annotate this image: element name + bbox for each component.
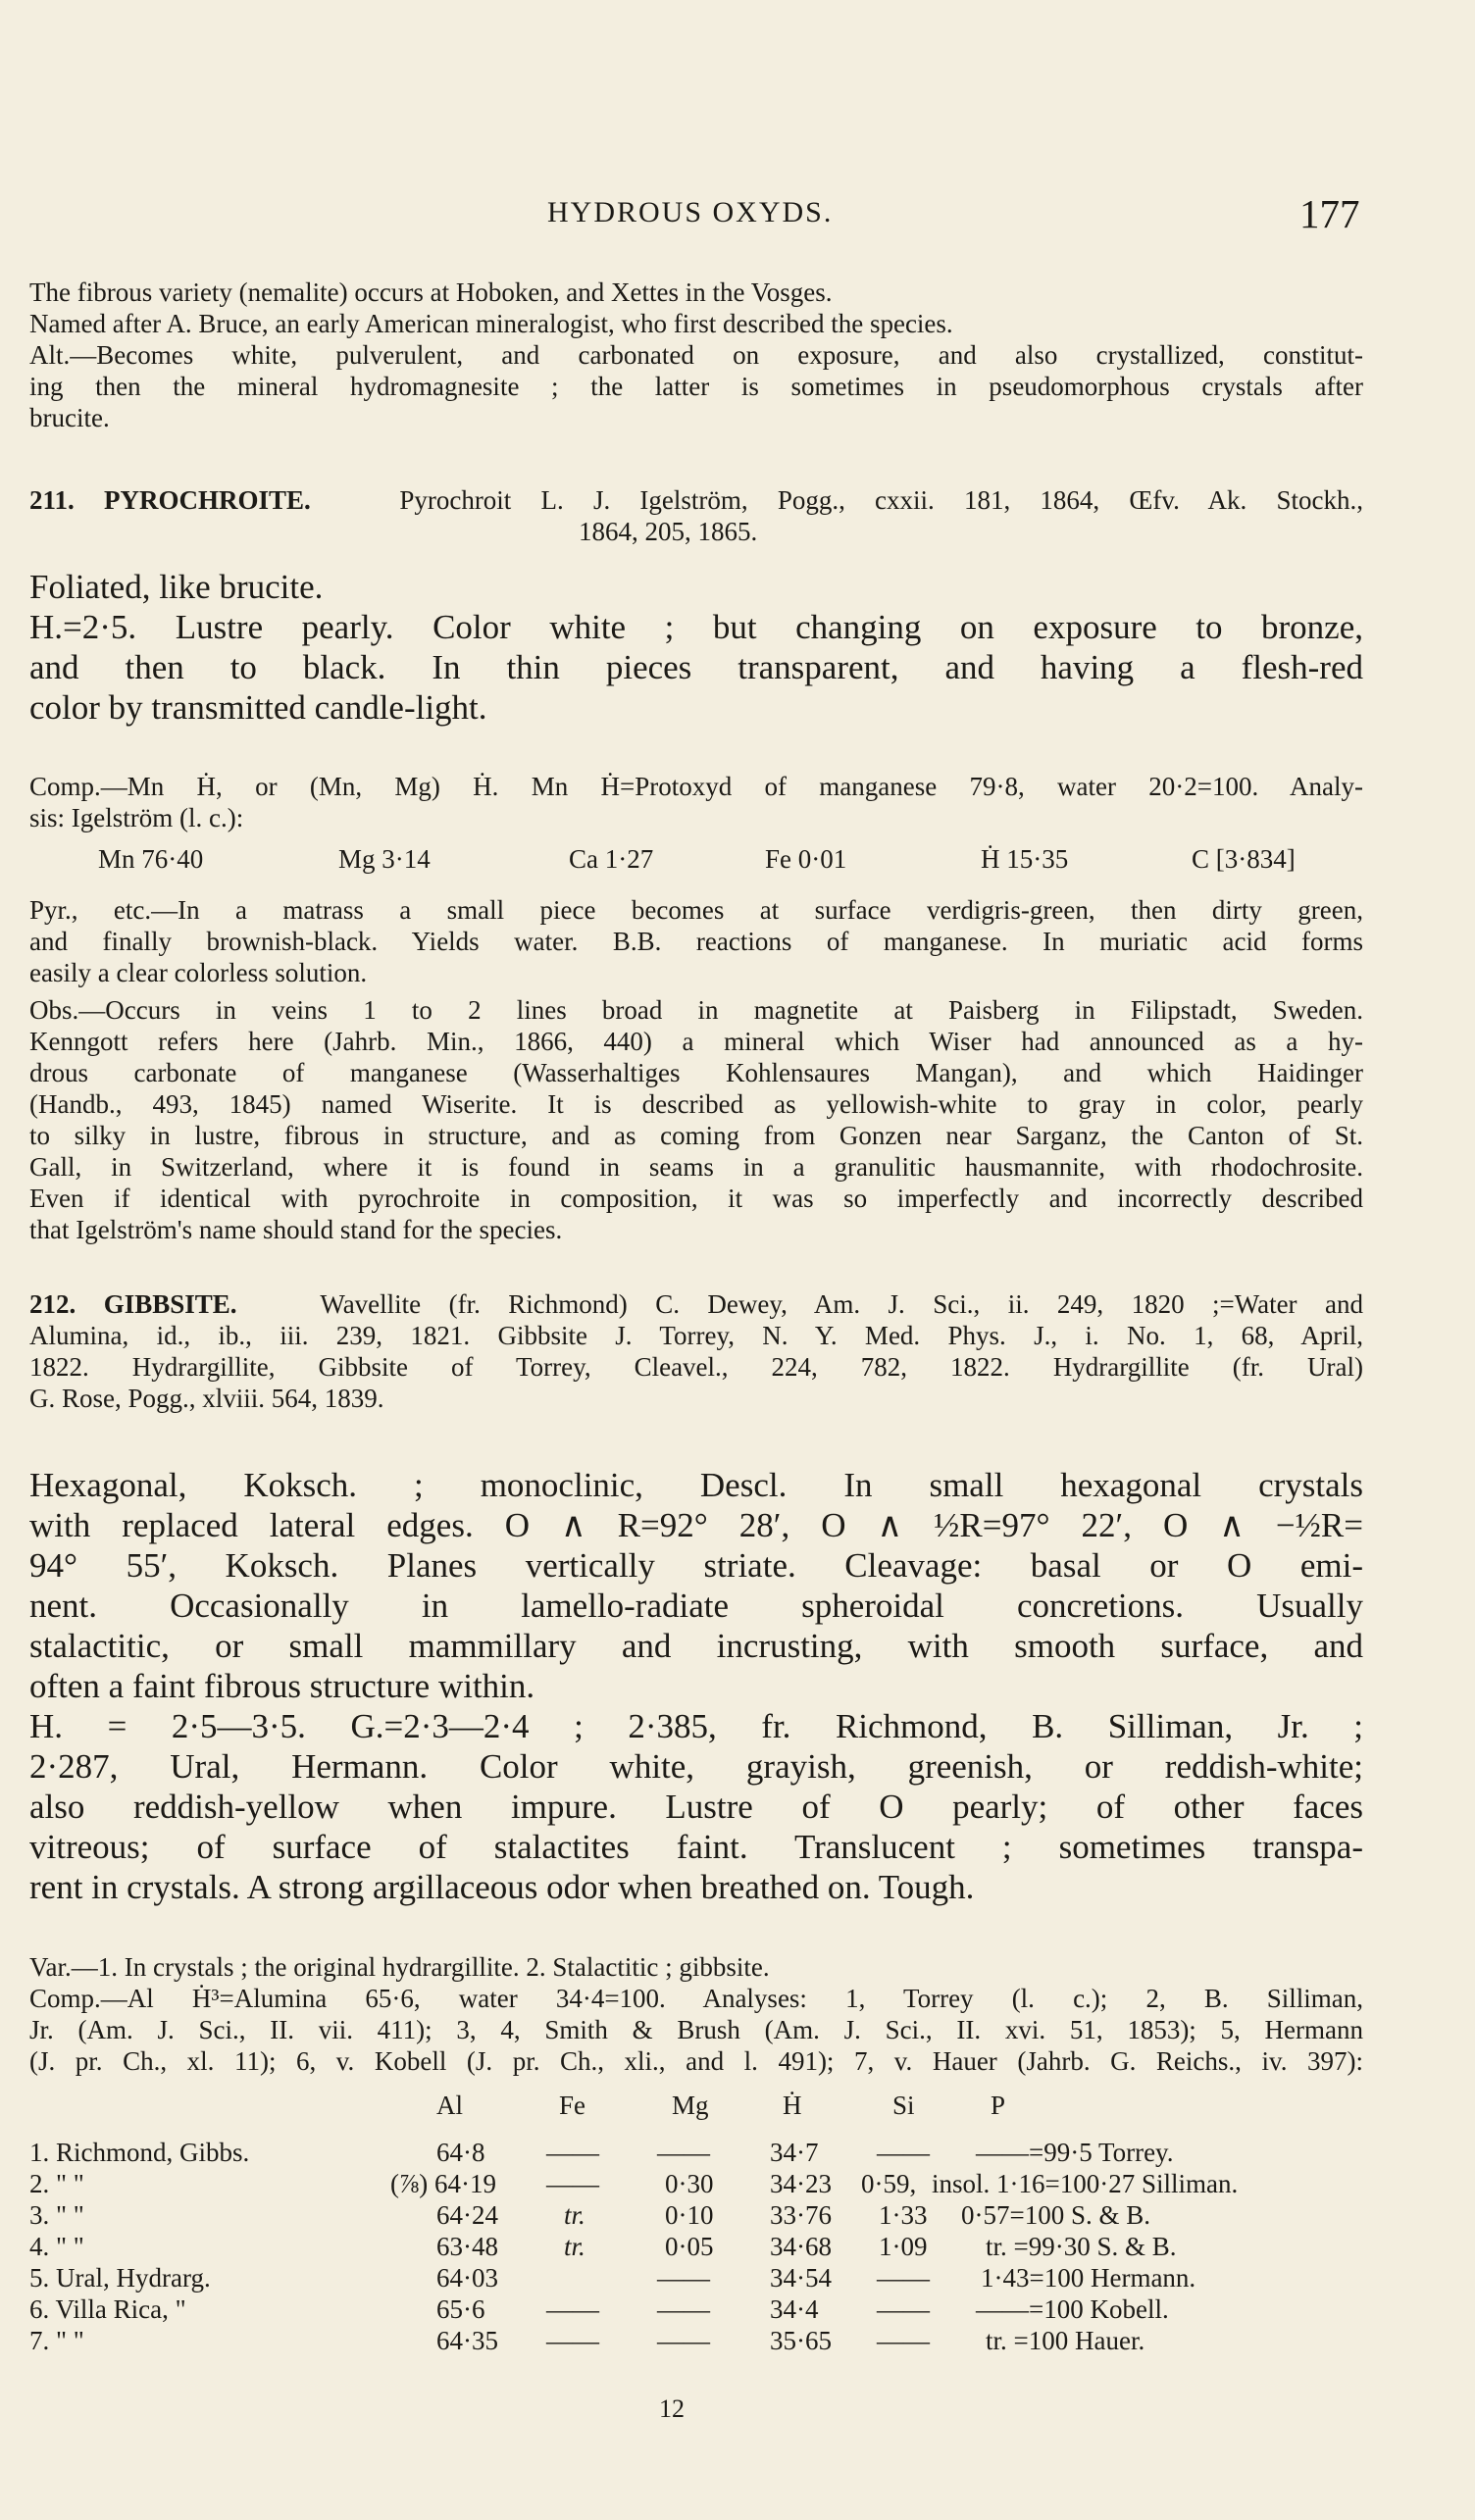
synonymy-line: 1822. Hydrargillite, Gibbsite of Torrey, Cleavel., 224, 782, 1822. Hydrargillite (fr. Ural)	[29, 1352, 1363, 1382]
table-cell: ——	[546, 2294, 599, 2324]
text-line: stalactitic, or small mammillary and incrusting, with smooth surface, and	[29, 1627, 1363, 1665]
table-cell: ——	[546, 2326, 599, 2355]
table-cell: 0·05	[665, 2232, 714, 2261]
table-cell: 0·10	[665, 2200, 714, 2230]
table-cell: 34·4	[770, 2294, 819, 2324]
text-line: nent. Occasionally in lamello-radiate spheroidal concretions. Usually	[29, 1587, 1363, 1625]
table-cell: 65·6	[436, 2294, 485, 2324]
text-line: 94° 55′, Koksch. Planes vertically striate. Cleavage: basal or O emi-	[29, 1546, 1363, 1585]
analysis-value: Ḣ 15·35	[981, 844, 1069, 874]
text-line: 2·287, Ural, Hermann. Color white, grayish, greenish, or reddish-white;	[29, 1747, 1363, 1786]
signature-mark: 12	[659, 2394, 685, 2423]
table-cell: 64·8	[436, 2138, 485, 2167]
table-cell: 34·7	[770, 2138, 819, 2167]
synonymy-line: 1864, 205, 1865.	[579, 517, 758, 546]
table-cell: 2. " "	[29, 2169, 84, 2198]
species-heading: 211. PYROCHROITE.	[29, 485, 311, 515]
table-header: P	[991, 2091, 1006, 2120]
synonymy-line: Alumina, id., ib., iii. 239, 1821. Gibbsite J. Torrey, N. Y. Med. Phys. J., i. No. 1, 68, April,	[29, 1321, 1363, 1350]
text-line: also reddish-yellow when impure. Lustre of O pearly; of other faces	[29, 1788, 1363, 1826]
table-cell: ——	[546, 2138, 599, 2167]
table-cell: 4. " "	[29, 2232, 84, 2261]
text-line: brucite.	[29, 403, 110, 432]
gibbsite-description	[29, 1465, 1363, 1907]
pyrochroite-obs	[29, 994, 1363, 1245]
table-cell: 64·24	[436, 2200, 498, 2230]
text-line: drous carbonate of manganese (Wasserhaltiges Kohlensaures Mangan), and which Haidinger	[29, 1058, 1363, 1087]
table-cell: 3. " "	[29, 2200, 84, 2230]
table-cell: tr.	[564, 2232, 585, 2261]
text-line: (J. pr. Ch., xl. 11); 6, v. Kobell (J. pr. Ch., xli., and l. 491); 7, v. Hauer (Jahrb. G. Reichs., iv. 397):	[29, 2046, 1363, 2076]
text-line: Var.—1. In crystals ; the original hydrargillite. 2. Stalactitic ; gibbsite.	[29, 1952, 770, 1982]
table-cell: ——=99·5 Torrey.	[976, 2138, 1174, 2167]
table-cell: 34·54	[770, 2263, 832, 2293]
table-header: Si	[892, 2091, 915, 2120]
intro-paragraph	[29, 277, 1363, 433]
table-cell: ——	[877, 2294, 930, 2324]
text-line: vitreous; of surface of stalactites faint. Translucent ; sometimes transpa-	[29, 1828, 1363, 1866]
table-cell: insol. 1·16=100·27 Silliman.	[932, 2169, 1239, 2198]
text-line: rent in crystals. A strong argillaceous odor when breathed on. Tough.	[29, 1868, 975, 1906]
analysis-value: Mg 3·14	[338, 844, 431, 874]
table-cell: ——	[877, 2138, 930, 2167]
text-line: H. = 2·5—3·5. G.=2·3—2·4 ; 2·385, fr. Richmond, B. Silliman, Jr. ;	[29, 1707, 1363, 1745]
table-cell: 5. Ural, Hydrarg.	[29, 2263, 211, 2293]
table-header: Fe	[559, 2091, 585, 2120]
table-cell: tr. =99·30 S. & B.	[986, 2232, 1177, 2261]
species-heading: 212. GIBBSITE.	[29, 1289, 237, 1319]
text-line: (Handb., 493, 1845) named Wiserite. It is described as yellowish-white to gray in color, pearly	[29, 1089, 1363, 1119]
table-cell: 0·57=100 S. & B.	[961, 2200, 1150, 2230]
table-cell: ——	[546, 2169, 599, 2198]
text-line: Named after A. Bruce, an early American mineralogist, who first described the species.	[29, 309, 953, 338]
text-line: color by transmitted candle-light.	[29, 688, 487, 727]
text-line: easily a clear colorless solution.	[29, 958, 368, 987]
text-line: Comp.—Al Ḣ³=Alumina 65·6, water 34·4=100. Analyses: 1, Torrey (l. c.); 2, B. Silliman,	[29, 1984, 1363, 2013]
analysis-value: Fe 0·01	[765, 844, 847, 874]
table-header: Al	[436, 2091, 463, 2120]
analysis-value: Mn 76·40	[98, 844, 204, 874]
table-cell: 1. Richmond, Gibbs.	[29, 2138, 250, 2167]
table-cell: tr. =100 Hauer.	[986, 2326, 1145, 2355]
table-cell: 6. Villa Rica, "	[29, 2294, 186, 2324]
table-cell: 33·76	[770, 2200, 832, 2230]
table-cell: 7. " "	[29, 2326, 84, 2355]
table-cell: 34·68	[770, 2232, 832, 2261]
table-cell: 35·65	[770, 2326, 832, 2355]
table-header: Mg	[672, 2091, 709, 2120]
table-cell: 1·43=100 Hermann.	[981, 2263, 1196, 2293]
text-line: often a faint fibrous structure within.	[29, 1667, 535, 1705]
table-cell: tr.	[564, 2200, 585, 2230]
table-cell: 1·09	[879, 2232, 928, 2261]
table-cell: ——	[877, 2263, 930, 2293]
synonymy-line: Wavellite (fr. Richmond) C. Dewey, Am. J. Sci., ii. 249, 1820 ;=Water and	[320, 1289, 1363, 1319]
text-line: Alt.—Becomes white, pulverulent, and carbonated on exposure, and also crystallized, constitut-	[29, 340, 1363, 370]
table-cell: ——	[657, 2326, 710, 2355]
table-header: Ḣ	[783, 2091, 802, 2120]
text-line: sis: Igelström (l. c.):	[29, 803, 244, 832]
text-line: ing then the mineral hydromagnesite ; the latter is sometimes in pseudomorphous crystals after	[29, 372, 1363, 401]
text-line: Jr. (Am. J. Sci., II. vii. 411); 3, 4, Smith & Brush (Am. J. Sci., II. xvi. 51, 1853); 5, Hermann	[29, 2015, 1363, 2044]
text-line: Foliated, like brucite.	[29, 568, 324, 606]
table-cell: 34·23	[770, 2169, 832, 2198]
text-line: Even if identical with pyrochroite in composition, it was so imperfectly and incorrectly described	[29, 1184, 1363, 1213]
table-cell: ——	[657, 2294, 710, 2324]
table-cell: 63·48	[436, 2232, 498, 2261]
table-cell: 0·59,	[861, 2169, 917, 2198]
table-cell: ——	[877, 2326, 930, 2355]
table-cell: 64·35	[436, 2326, 498, 2355]
pyrochroite-description	[29, 567, 1363, 728]
gibbsite-var-comp	[29, 1951, 1363, 2077]
text-line: to silky in lustre, fibrous in structure, and as coming from Gonzen near Sarganz, the Canton of St.	[29, 1121, 1363, 1150]
pyrochroite-pyr	[29, 894, 1363, 988]
table-cell: 0·30	[665, 2169, 714, 2198]
pyrochroite-comp	[29, 771, 1363, 833]
page-number: 177	[1299, 191, 1360, 236]
table-cell: ——=100 Kobell.	[976, 2294, 1169, 2324]
text-line: Hexagonal, Koksch. ; monoclinic, Descl. In small hexagonal crystals	[29, 1466, 1363, 1504]
pyrochroite-heading-block	[29, 484, 1363, 547]
analysis-value: C [3·834]	[1192, 844, 1296, 874]
table-cell: 64·03	[436, 2263, 498, 2293]
gibbsite-heading-block	[29, 1288, 1363, 1414]
text-line: Gall, in Switzerland, where it is found in seams in a granulitic hausmannite, with rhodochrosite.	[29, 1152, 1363, 1182]
running-header: HYDROUS OXYDS.	[547, 196, 834, 228]
text-line: that Igelström's name should stand for the species.	[29, 1215, 563, 1244]
text-line: Pyr., etc.—In a matrass a small piece becomes at surface verdigris-green, then dirty green,	[29, 895, 1363, 925]
table-cell: 1·33	[879, 2200, 928, 2230]
table-cell: ——	[657, 2263, 710, 2293]
text-line: Kenngott refers here (Jahrb. Min., 1866, 440) a mineral which Wiser had announced as a hy-	[29, 1027, 1363, 1056]
analysis-value: Ca 1·27	[569, 844, 654, 874]
text-line: Comp.—Mn Ḣ, or (Mn, Mg) Ḣ. Mn Ḣ=Protoxyd of manganese 79·8, water 20·2=100. Analy-	[29, 772, 1363, 801]
synonymy-line: Pyrochroit L. J. Igelström, Pogg., cxxii. 181, 1864, Œfv. Ak. Stockh.,	[399, 485, 1364, 515]
table-cell: (⅞) 64·19	[390, 2169, 496, 2198]
table-cell: ——	[657, 2138, 710, 2167]
text-line: and then to black. In thin pieces transparent, and having a flesh-red	[29, 648, 1363, 686]
text-line: with replaced lateral edges. O ∧ R=92° 28′, O ∧ ½R=97° 22′, O ∧ −½R=	[29, 1506, 1363, 1544]
text-line: and finally brownish-black. Yields water. B.B. reactions of manganese. In muriatic acid forms	[29, 927, 1363, 956]
text-line: H.=2·5. Lustre pearly. Color white ; but changing on exposure to bronze,	[29, 608, 1363, 646]
text-line: The fibrous variety (nemalite) occurs at Hoboken, and Xettes in the Vosges.	[29, 277, 833, 307]
text-line: Obs.—Occurs in veins 1 to 2 lines broad in magnetite at Paisberg in Filipstadt, Sweden.	[29, 995, 1363, 1025]
synonymy-line: G. Rose, Pogg., xlviii. 564, 1839.	[29, 1384, 384, 1413]
